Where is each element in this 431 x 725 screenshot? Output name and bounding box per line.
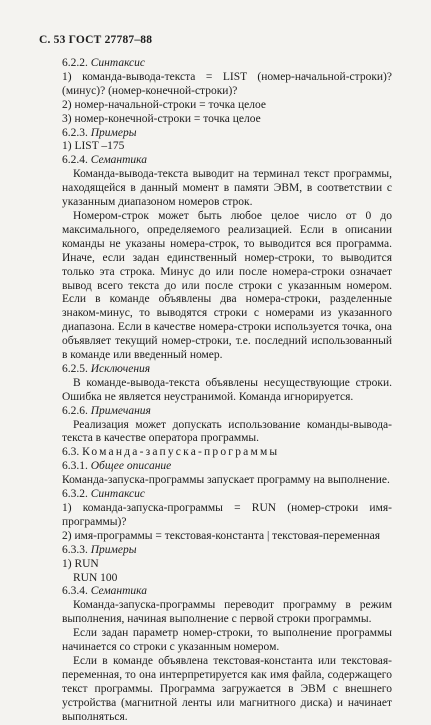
section-number: 6.3.3. xyxy=(62,543,91,556)
section-number: 6.2.6. xyxy=(62,404,91,417)
paragraph: В команде-вывода-текста объявлены несуществующие строки. Ошибка не является неустранимой. Команда игнорируется. xyxy=(62,376,392,403)
paragraph: Номером-строк может быть любое целое число от 0 до максимального, определяемого реализацией. Если в описании команды не указаны номера-строк, то выводится вся программа. Иначе, если задан единственный номер-строки, то выводится только эта строка. Минус до или после номера-строки означает вывод всего текста до или после строки с указанным номером. Если в команде объявлены два номера-строки, разделенные знаком-минус, то выводятся строки с номерами из указанного диапазона. Если в качестве номера-строки используется точка, она объявляет текущий номер-строки, т.е. последний использованный в команде или введенный номер. xyxy=(62,209,392,362)
section-heading xyxy=(62,405,392,419)
paragraph: Команда-запуска-программы переводит программу в режим выполнения, начиная выполнение с первой строки программы. xyxy=(62,599,392,626)
text-line: 1) команда-вывода-текста = LIST (номер-начальной-строки)? (минус)? (номер-конечной-строки)? xyxy=(62,70,392,97)
paragraph: Реализация может допускать использование команды-вывода-текста в качестве оператора программы. xyxy=(62,418,392,445)
paragraph: Если задан параметр номер-строки, то выполнение программы начинается со строки с указанным номером. xyxy=(62,627,392,654)
section-title: Примеры xyxy=(90,126,137,139)
section-number: 6.2.3. xyxy=(62,126,91,139)
text-line: 2) имя-программы = текстовая-константа | текстовая-переменная xyxy=(62,529,381,542)
section-number: 6.3. xyxy=(62,446,83,459)
section-title: Синтаксис xyxy=(90,57,145,69)
text-line: 1) RUN xyxy=(62,557,99,570)
section-heading xyxy=(62,544,392,558)
section-number: 6.3.4. xyxy=(62,585,91,598)
text-line: Команда-запуска-программы запускает программу на выполнение. xyxy=(62,474,390,487)
section-number: 6.3.2. xyxy=(62,488,91,501)
section-number: 6.2.2. xyxy=(62,57,91,69)
text-line: 2) номер-начальной-строки = точка целое xyxy=(62,98,267,111)
section-title: Примеры xyxy=(90,543,137,556)
document-body xyxy=(62,57,392,725)
section-title: Семантика xyxy=(90,585,148,598)
section-heading xyxy=(62,585,392,599)
paragraph: Команда-вывода-текста выводит на терминал текст программы, находящейся в данный момент в памяти ЭВМ, в соответствии с указанным диапазоном номеров строк. xyxy=(62,168,392,209)
section-heading xyxy=(62,460,392,474)
text-line: 3) номер-конечной-строки = точка целое xyxy=(62,112,261,125)
section-number: 6.3.1. xyxy=(62,460,91,473)
text-line: 1) команда-запуска-программы = RUN (номер-строки имя-программы)? xyxy=(62,502,392,528)
section-title: Примечания xyxy=(90,404,151,417)
section-heading xyxy=(62,363,392,377)
paragraph: Если в команде объявлена текстовая-константа или текстовая-переменная, то она интерпретируется как имя файла, содержащего текст программы. Программа загружается в ЭВМ с внешнего устройства (магнитной ленты или магнитного диска) и начинает выполняться. xyxy=(62,654,392,723)
section-title: Команда-запуска-программы xyxy=(82,446,280,459)
page-header: С. 53 ГОСТ 27787–88 xyxy=(39,34,153,46)
section-title: Исключения xyxy=(90,362,151,375)
section-title: Общее описание xyxy=(90,460,172,473)
section-heading xyxy=(62,154,392,168)
section-title: Семантика xyxy=(90,154,148,167)
section-title: Синтаксис xyxy=(90,488,145,501)
section-number: 6.2.5. xyxy=(62,362,91,375)
section-heading xyxy=(62,488,392,502)
section-heading xyxy=(62,446,392,460)
text-line: 1) LIST –175 xyxy=(62,140,125,153)
section-heading xyxy=(62,127,392,141)
section-number: 6.2.4. xyxy=(62,154,91,167)
section-heading xyxy=(62,57,392,71)
example-line: RUN 100 xyxy=(73,571,118,584)
